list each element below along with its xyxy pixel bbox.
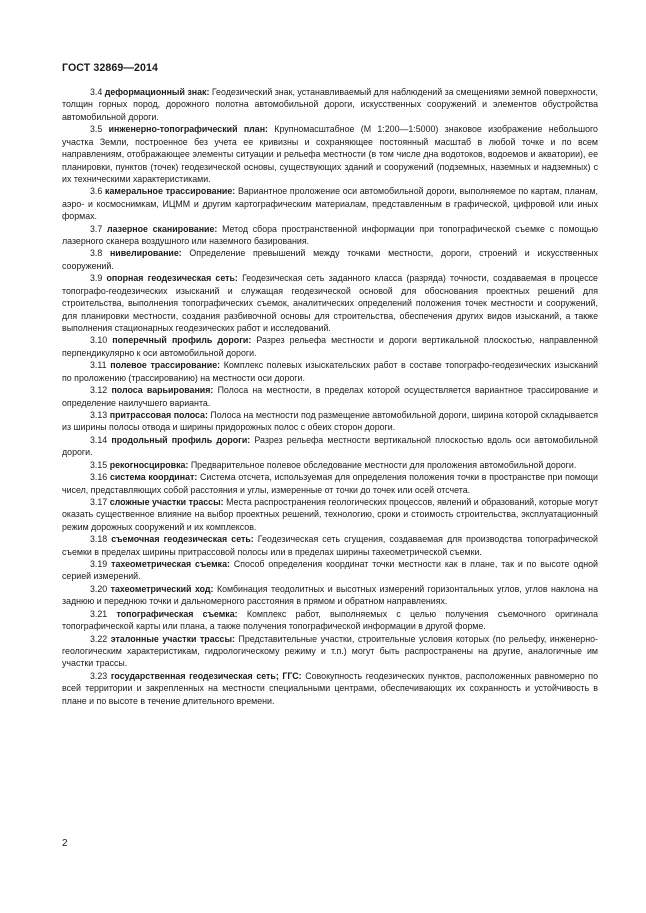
definition-text: Определение превышений между точками местности, дороги, строений и искусственных сооружений. [62, 248, 598, 271]
definition-text: Комплекс полевых изыскательских работ в составе топографо-геодезических изысканий по проложению (трассированию) на местности оси дороги. [62, 360, 598, 383]
definition-number: 3.12 [90, 385, 108, 396]
definition-term: опорная геодезическая сеть: [106, 273, 238, 284]
definition-term: лазерное сканирование: [107, 223, 218, 234]
definition-number: 3.7 [90, 223, 103, 234]
definition-number: 3.16 [90, 472, 108, 483]
definition-text: Метод сбора пространственной информации при топографической съемке с помощью лазерного сканера воздушного или наземного базирования. [62, 223, 598, 247]
definition-item [62, 334, 598, 359]
definition-item [62, 359, 598, 384]
definition-item [62, 633, 598, 670]
definition-term: тахеометрическая съемка: [111, 559, 230, 570]
definition-text: Полоса на местности под размещение автомобильной дороги, ширина которой складывается из ширины полосы отвода и ширины придорожных полос с обеих сторон дороги. [62, 409, 598, 433]
definition-term: топографическая съемка: [116, 608, 238, 619]
definition-number: 3.14 [90, 434, 108, 445]
definition-text: Способ определения координат точки местности как в плане, так и по высоте одной серией измерений. [62, 559, 598, 582]
definition-text: Комбинация теодолитных и высотных измерений горизонтальных углов, углов наклона на заднюю и переднюю точки и дальномерного расстояния в прямом и обратном направлениях. [62, 583, 598, 607]
definition-number: 3.19 [90, 559, 108, 570]
definition-text: Разрез рельефа местности вертикальной плоскостью вдоль оси автомобильной дороги. [62, 434, 598, 458]
definition-term: полевое трассирование: [110, 360, 221, 371]
definition-text: Разрез рельефа местности и дороги вертикальной плоскостью, направленной перпендикулярно к оси автомобильной дороги. [62, 335, 598, 358]
definition-item [62, 409, 598, 434]
definition-number: 3.9 [90, 273, 103, 284]
page-number: 2 [62, 838, 68, 849]
definition-text: Геодезическая сеть сгущения, создаваемая для производства топографической съемки в пределах ширины притрассовой полосы или в пределах ширины тахеометрической съемки. [62, 534, 598, 557]
definition-number: 3.8 [90, 248, 103, 259]
definition-item [62, 608, 598, 633]
definition-item [62, 496, 598, 533]
definitions-list [62, 86, 598, 707]
definition-number: 3.23 [90, 670, 108, 681]
definition-text: Крупномасштабное (М 1:200—1:5000) знаковое изображение небольшого участка Земли, построенное без учета ее кривизны и сохраняющее постоянный масштаб в любой точке и по всем направлениям, отображающее элементы ситуации и рельефа местности (в том числе дна водотоков, водоемов и акватории), ее планировки, пунктов (точек) геодезической основы, существующих зданий и сооружений (подземных, наземных и надземных) с их техническими характеристиками. [62, 124, 598, 184]
definition-number: 3.13 [90, 409, 108, 420]
definition-number: 3.6 [90, 186, 103, 197]
definition-term: продольный профиль дороги: [111, 434, 251, 445]
definition-number: 3.10 [90, 335, 108, 346]
definition-number: 3.5 [90, 124, 103, 135]
definition-text: Система отсчета, используемая для определения положения точки в пространстве при помощи чисел, представляющих собой расстояния и углы, измеренные от точки до точек или осей отсчета. [62, 472, 599, 495]
document-header: ГОСТ 32869—2014 [62, 62, 159, 74]
definition-text: Геодезическая сеть заданного класса (разряда) точности, создаваемая в процессе топографо-геодезических изысканий и служащая геодезической основой для обоснования проектных решений для строительства, выполнения топографических съемок, аналитических определений положения точек местности и сооружений, для планировки местности, создания разбивочной основы для строительства, обеспечения других видов изысканий, а также выполнения стационарных геодезических работ и исследований. [62, 273, 598, 334]
definition-term: инженерно-топографический план: [108, 124, 268, 135]
definition-item [62, 459, 598, 471]
definition-number: 3.18 [90, 534, 108, 545]
definition-item [62, 247, 598, 272]
definition-item [62, 272, 598, 334]
definition-text: Полоса на местности, в пределах которой осуществляется вариантное трассирование и определение наилучшего варианта. [62, 385, 598, 408]
definition-text: Вариантное проложение оси автомобильной дороги, выполняемое по картам, планам, аэро- и космоснимкам, ИЦММ и другим картографическим материалам, представленным в графической, цифровой или иных формах. [62, 186, 598, 222]
definition-text: Представительные участки, строительные условия которых (по рельефу, инженерно-геологическим характеристикам, гидрологическому режиму и т.п.) могут быть распространены на другие, аналогичные им участки трассы. [62, 633, 598, 669]
definition-number: 3.4 [90, 87, 103, 97]
definition-text: Совокупность геодезических пунктов, расположенных равномерно по всей территории и закрепленных на местности специальными центрами, обеспечивающих их сохранность и устойчивость в плане и по высоте в течение длительного времени. [62, 670, 599, 706]
definition-term: тахеометрический ход: [110, 583, 214, 594]
definition-term: сложные участки трассы: [109, 496, 224, 507]
definition-term: рекогносцировка: [109, 459, 189, 470]
definition-text: Предварительное полевое обследование местности для проложения автомобильной дороги. [190, 459, 577, 470]
definition-item [62, 670, 598, 707]
definition-item [62, 223, 598, 248]
definition-term: нивелирование: [109, 248, 182, 259]
definition-number: 3.21 [90, 608, 108, 619]
definition-term: полоса варьирования: [111, 385, 214, 396]
definition-term: притрассовая полоса: [109, 409, 208, 420]
definition-term: система координат: [109, 472, 198, 483]
definition-number: 3.20 [90, 583, 108, 594]
definition-text: Комплекс работ, выполняемых с целью получения съемочного оригинала топографической карты или плана, а также получения топографической информации в другой форме. [62, 608, 598, 632]
definition-item [62, 434, 598, 459]
definition-number: 3.22 [90, 633, 108, 644]
definition-number: 3.15 [90, 459, 108, 470]
definition-item [62, 86, 598, 123]
definition-item [62, 185, 598, 222]
definition-number: 3.11 [90, 360, 107, 371]
definition-item [62, 558, 598, 583]
definition-item [62, 123, 598, 185]
definition-term: съемочная геодезическая сеть: [111, 534, 254, 545]
definition-term: камеральное трассирование: [105, 186, 236, 197]
definition-term: государственная геодезическая сеть; ГГС: [110, 670, 302, 681]
definition-text: Места распространения геологических процессов, явлений и образований, которые могут оказать существенное влияние на выбор проектных решений, технологию, сроки и стоимость строительства, эксплуатационный режим дорожных сооружений и их комплексов. [62, 496, 598, 532]
definition-term: деформационный знак: [104, 87, 210, 97]
definition-item [62, 384, 598, 409]
definition-term: эталонные участки трассы: [110, 633, 235, 644]
definition-term: поперечный профиль дороги: [112, 335, 252, 346]
definition-item [62, 471, 598, 496]
definition-number: 3.17 [90, 496, 108, 507]
definition-item [62, 583, 598, 608]
definition-text: Геодезический знак, устанавливаемый для наблюдений за смещениями земной поверхности, толщин горных пород, дорожного полотна автомобильной дороги, искусственных сооружений и элементов обустройства автомобильной дороги. [62, 87, 598, 122]
definition-item [62, 533, 598, 558]
